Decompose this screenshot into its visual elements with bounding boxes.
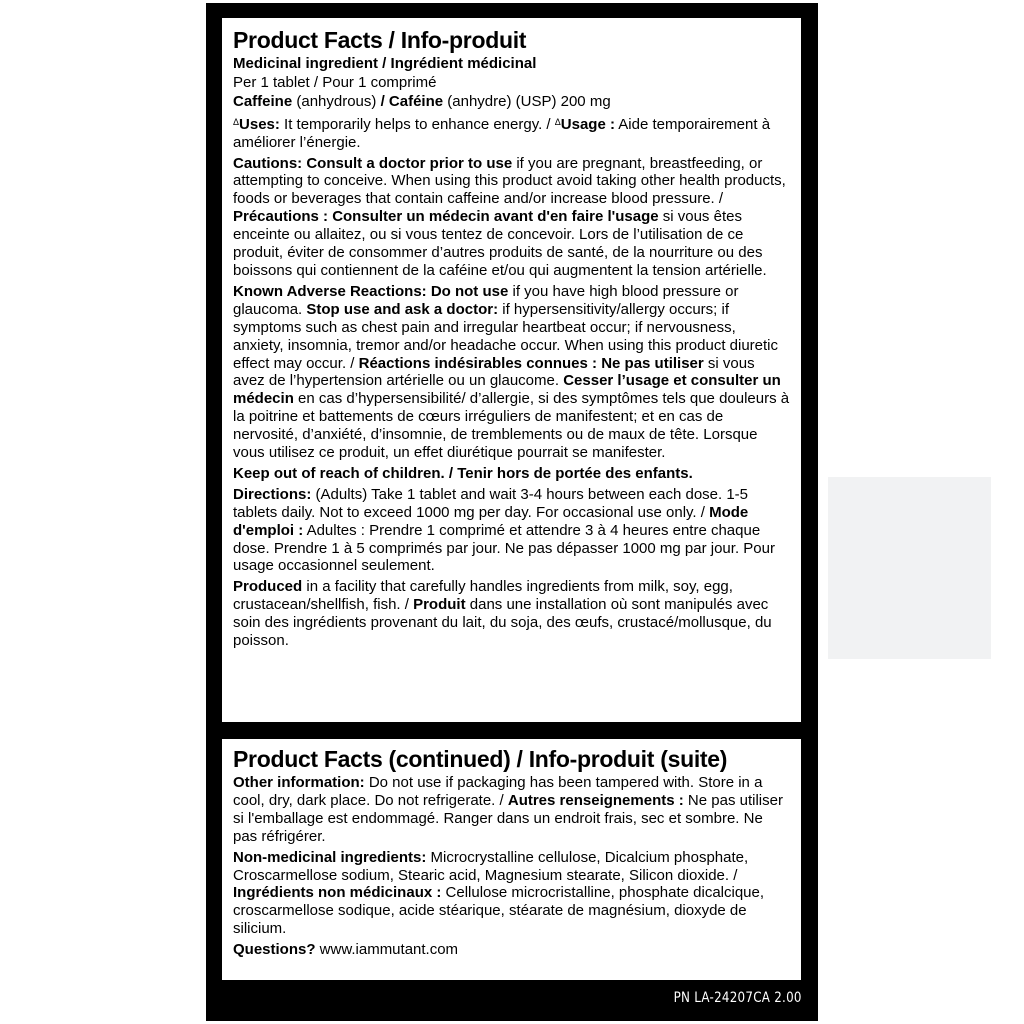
uses-section: $^\Delta$Uses: It temporarily helps to enhance energy. / $^\Delta$Usage : Aide temporairement à améliorer l’énergie. (233, 115, 771, 151)
panel-title-continued: Product Facts (continued) / Info-produit (suite) (233, 746, 728, 772)
per-tablet-line: Per 1 tablet / Pour 1 comprimé (233, 73, 437, 91)
other-information-section: Other information: Do not use if packaging has been tampered with. Store in a cool, dry, dark place. Do not refrigerate. / Autres renseignements : Ne pas utiliser si l'emballage est endommagé. Ranger dans un endroit frais, sec et sombre. Ne pas réfrigérer. (233, 774, 783, 845)
product-label (206, 3, 818, 1021)
keep-out-of-reach: Keep out of reach of children. / Tenir hors de portée des enfants. (233, 464, 693, 482)
questions-section: Questions? www.iammutant.com (233, 941, 459, 959)
non-medicinal-ingredients-section: Non-medicinal ingredients: Microcrystalline cellulose, Dicalcium phosphate, Croscarmellose sodium, Stearic acid, Magnesium stearate, Silicon dioxide. / Ingrédients non médicinaux : Cellulose microcristalline, phosphate dicalcique, croscarmellose sodique, acide stéarique, stéarate de magnésium, dioxyde de silicium. (233, 848, 765, 938)
ingredient-line: Caffeine (anhydrous) / Caféine (anhydre) (USP) 200 mg (233, 92, 611, 110)
produced-section: Produced in a facility that carefully handles ingredients from milk, soy, egg, crustacean/shellfish, fish. / Produit dans une installation où sont manipulés avec soin des ingrédients provenant du lait, du soja, des œufs, crustacé/mollusque, du poisson. (233, 578, 772, 650)
part-number: PN LA-24207CA 2.00 (673, 990, 802, 1006)
product-facts-continued-panel (222, 739, 801, 980)
panel-title: Product Facts / Info-produit (233, 27, 527, 53)
directions-section: Directions: (Adults) Take 1 tablet and wait 3-4 hours between each dose. 1-5 tablets daily. Not to exceed 1000 mg per day. For occasional use only. / Mode d'emploi : Adultes : Prendre 1 comprimé et attendre 3 à 4 heures entre chaque dose. Prendre 1 à 5 comprimés par jour. Ne pas dépasser 1000 mg par jour. Pour usage occasionnel seulement. (233, 485, 775, 575)
medicinal-ingredient-heading: Medicinal ingredient / Ingrédient médicinal (233, 55, 537, 72)
adverse-reactions-section: Known Adverse Reactions: Do not use if you have high blood pressure or glaucoma. Stop use and ask a doctor: if hypersensitivity/allergy occurs; if symptoms such as chest pain and irregular heartbeat occur; if nervousness, anxiety, insomnia, tremor and/or headache occur. When using this product diuretic effect may occur. / Réactions indésirables connues : Ne pas utiliser si vous avez de l’hypertension artérielle ou un glaucome. Cesser l’usage et consulter un médecin en cas d’hypersensibilité/ d’allergie, si des symptômes tels que douleurs à la poitrine et battements de cœurs irréguliers de manifestent; et en cas de nervosité, d’anxiété, d’insomnie, de tremblements ou de maux de tête. Lorsque vous utilisez ce produit, un effet diurétique pourrait se manifester. (233, 282, 790, 462)
cautions-section: Cautions: Consult a doctor prior to use if you are pregnant, breastfeeding, or attempting to conceive. When using this product avoid taking other health products, foods or beverages that contain caffeine and/or increase blood pressure. / Précautions : Consulter un médecin avant d'en faire l'usage si vous êtes enceinte ou allaitez, ou si vous tentez de concevoir. Lors de l’utilisation de ce produit, éviter de consommer d’autres produits de santé, de la nourriture ou des boissons qui contiennent de la caféine et/ou qui augmentent la tension artérielle. (233, 154, 786, 279)
background-panel (828, 477, 991, 659)
product-facts-panel (222, 18, 801, 722)
